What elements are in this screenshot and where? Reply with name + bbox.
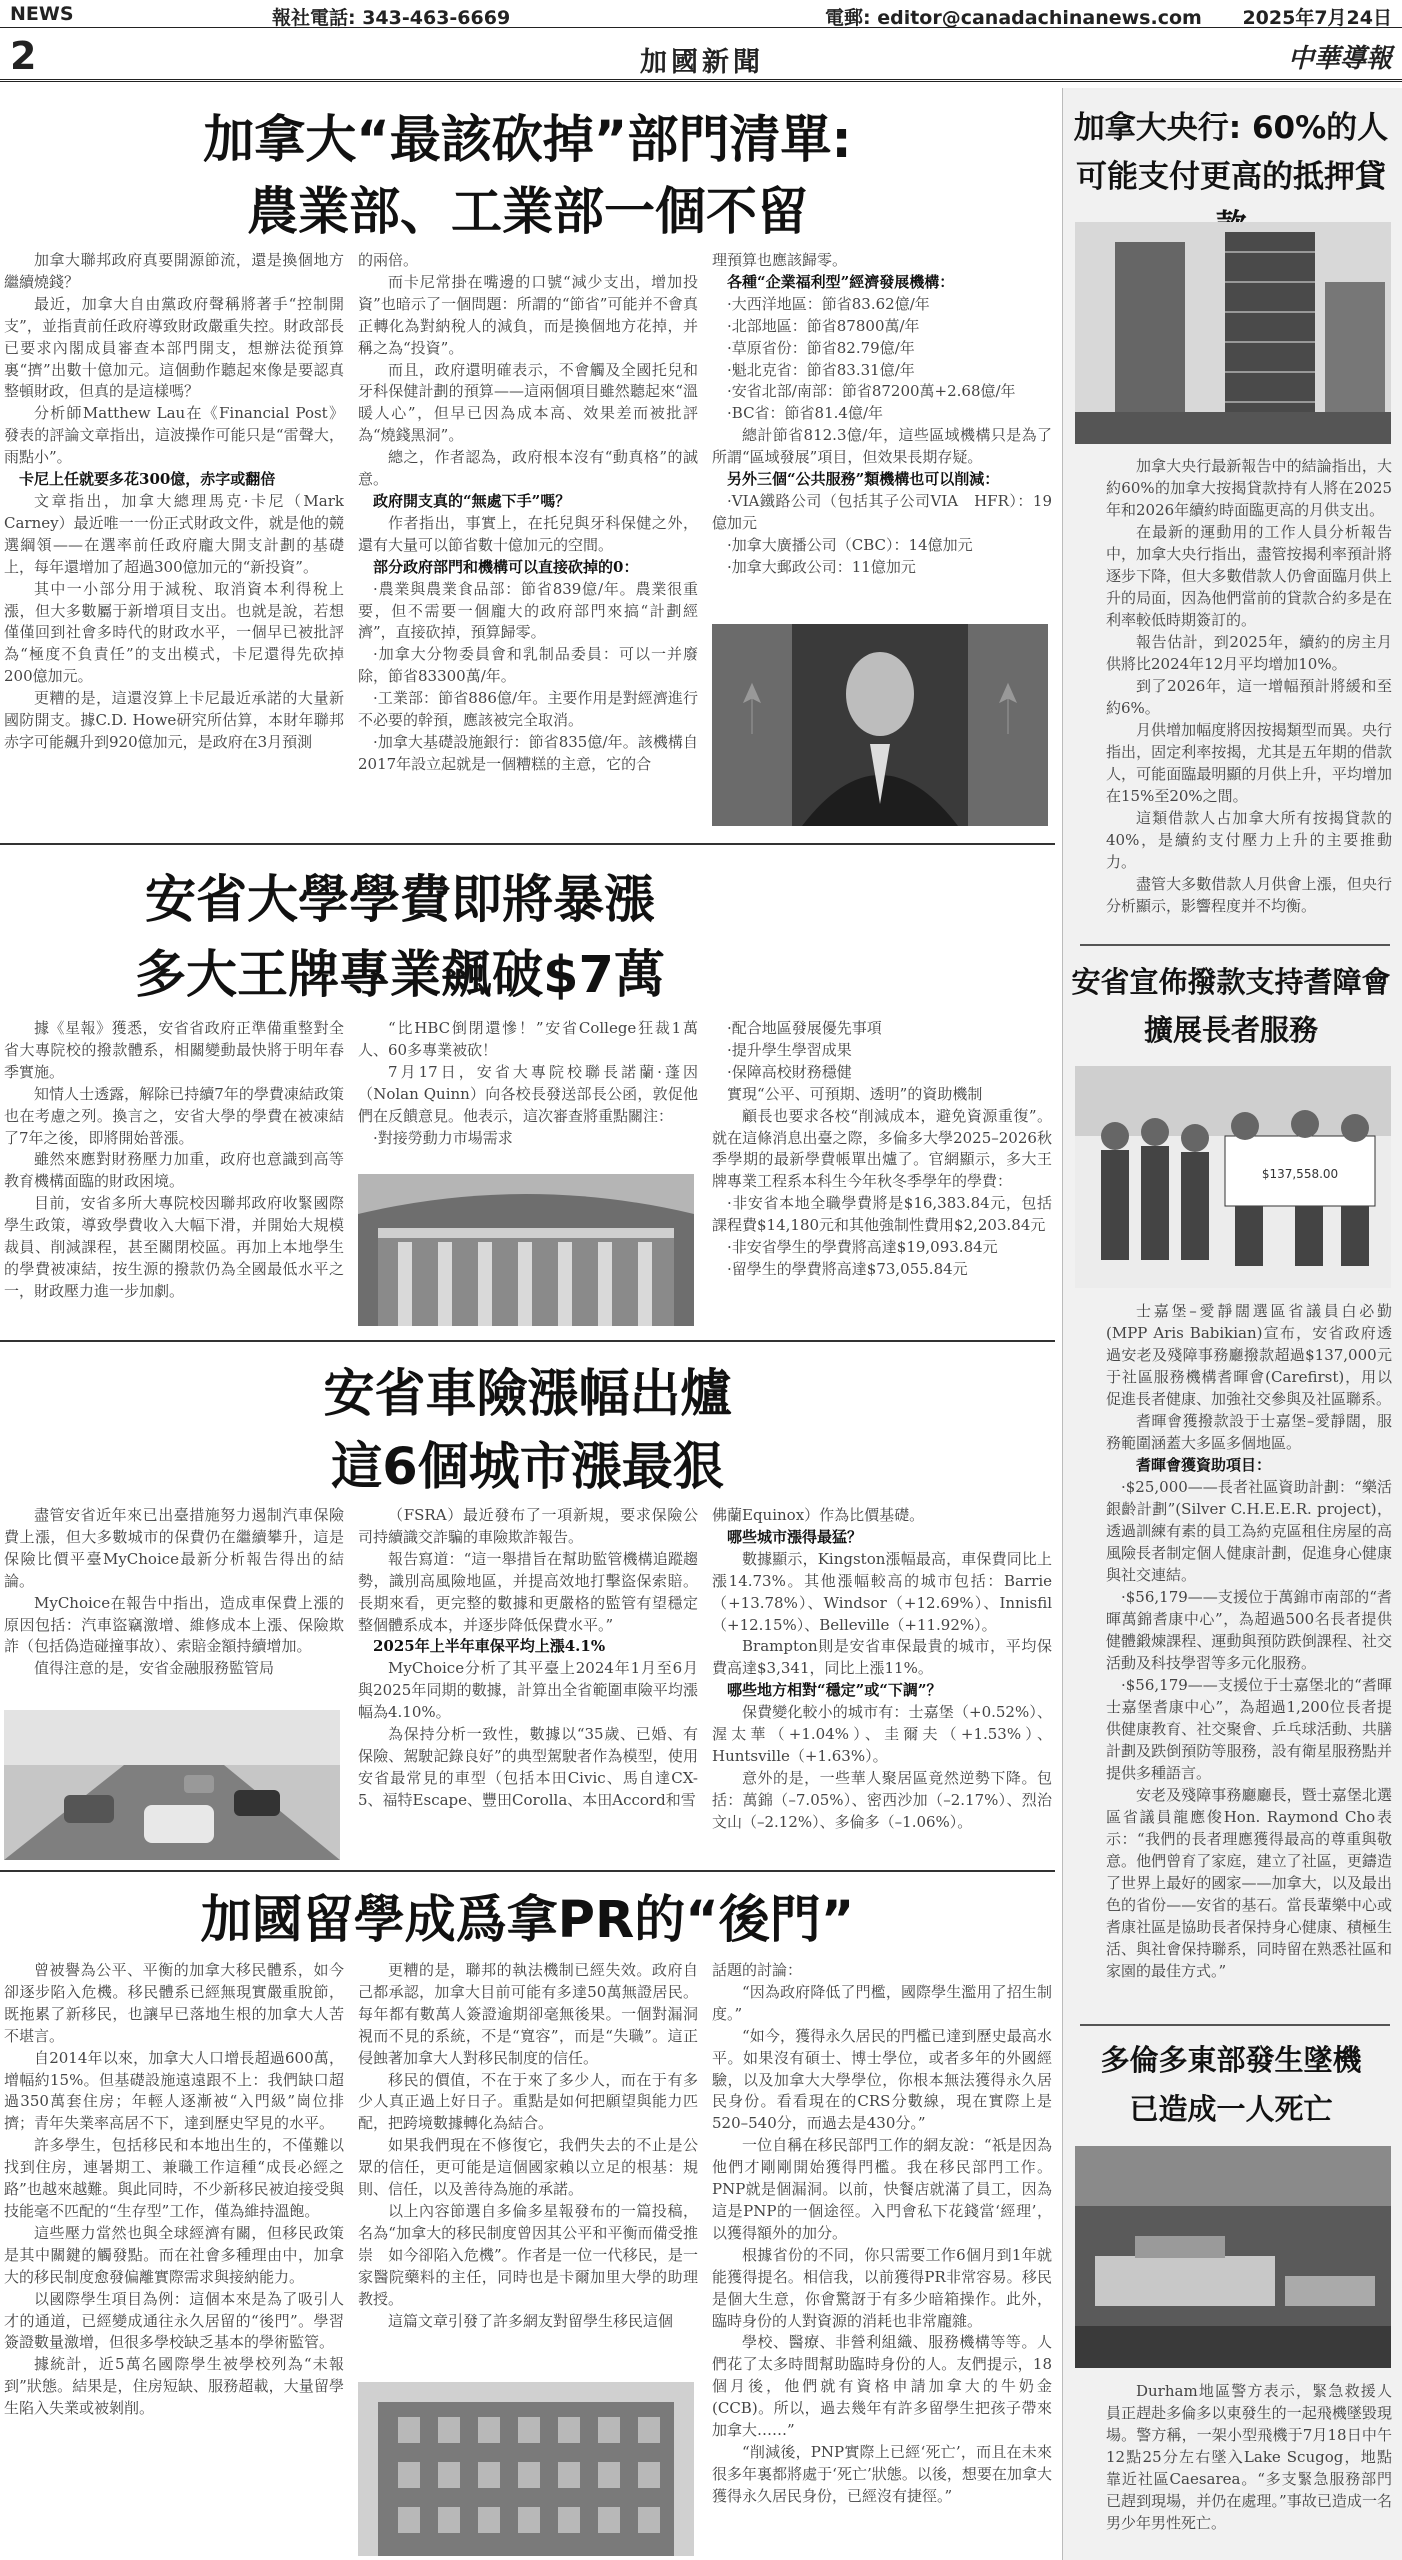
side2-headline-2: 擴展長者服務 <box>1143 1013 1318 1047</box>
paragraph: 盡管大多數借款人月供會上漲，但央行分析顯示，影響程度并不均衡。 <box>1106 875 1392 915</box>
paragraph: 以國際學生項目為例：這個本來是為了吸引人才的通道，已經變成通往永久居留的“後門”。學習簽證數量激增，但很多學校缺乏基本的學術監管。 <box>4 2289 344 2352</box>
side3-headline-1: 多倫多東部發生墜機 <box>1100 2043 1362 2077</box>
paragraph: 根據省份的不同，你只需要工作6個月到1年就能獲得提名。相信我，以前獲得PR非常容易。移民是個大生意，你會驚訝于有多少暗箱操作。此外，臨時身份的人對資源的消耗也非常龐雜。 <box>712 2245 1052 2330</box>
paragraph: 目前，安省多所大專院校因聯邦政府收緊國際學生政策，導致學費收入大幅下滑，并開始大規模裁員、削減課程，甚至關閉校區。再加上本地學生的學費被凍結，按生源的撥款仍為全國最低水平之一，財政壓力進一步加劇。 <box>4 1194 344 1300</box>
article1-col1 <box>4 250 344 835</box>
paragraph: 值得注意的是，安省金融服務監管局 <box>34 1659 275 1678</box>
paragraph: 其中一小部分用于減稅、取消資本利得稅上漲，但大多數屬于新增項目支出。也就是說，若想僅僅回到社會多時代的財政水平，一個早已被批評為“極度不負責任”的支出模式，卡尼還得先砍掉200億加元。 <box>4 579 344 686</box>
news-label: NEWS <box>10 3 74 25</box>
paragraph: Durham地區警方表示，緊急救援人員正趕赴多倫多以東發生的一起飛機墜毀現場。警方稱，一架小型飛機于7月18日中午12點25分左右墜入Lake Scugog，地點靠近社區Caesarea。“多支緊急服務部門已趕到現場，并仍在處理。”事故已造成一名男少年男性死亡。 <box>1106 2382 1392 2532</box>
cheque-presentation-photo <box>1075 1066 1391 1288</box>
paragraph: 最近，加拿大自由黨政府聲稱將著手“控制開支”，並指責前任政府導致財政嚴重失控。財政部長已要求內閣成員審查本部門開支，想辦法從預算裏“擠”出數十億加元。這個動作聽起來像是要認真整頓財政，但真的是這樣嗎？ <box>4 294 344 401</box>
paragraph: 自2014年以來，加拿大人口增長超過600萬，增幅約15%。但基礎設施遠遠跟不上：我們缺口超過350萬套住房；年輕人逐漸被“入門級”崗位排擠；青年失業率高居不下，達到歷史罕見的水平。 <box>4 2048 344 2133</box>
list-item: ·$56,179——支援位于士嘉堡北的“耆暉士嘉堡耆康中心”，為超過1,200位長者提供健康教育、社交聚會、乒乓球活動、共膳計劃及跌倒預防等服務，設有衛星服務點并提供多種語言。 <box>1106 1676 1392 1782</box>
condo-tower-photo <box>1075 222 1391 444</box>
paragraph: 盡管安省近年來已出臺措施努力遏制汽車保險費上漲，但大多數城市的保費仍在繼續攀升，這是保險比價平臺MyChoice最新分析報告得出的結論。 <box>4 1506 344 1590</box>
paragraph: 如果我們現在不修復它，我們失去的不止是公眾的信任，更可能是這個國家賴以立足的根基：規則、信任，以及善待為施的承諾。 <box>358 2136 698 2199</box>
paragraph: （FSRA）最近發布了一項新規，要求保險公司持續識交詐騙的車險欺詐報告。 <box>358 1506 698 1546</box>
paragraph: 以上內容節選自多倫多星報發布的一篇投稿，名為“加拿大的移民制度曾因其公平和平衡而備受推崇 如今卻陷入危機”。作者是一位一代移民，是一家醫院藥料的主任，同時也是卡爾加里大學的助理教授。 <box>358 2201 698 2308</box>
ircc-building-photo <box>358 2382 694 2556</box>
paragraph: 知情人士透露，解除已持續7年的學費凍結政策也在考慮之列。換言之，安省大學的學費在被凍結了7年之後，即將開始普漲。 <box>4 1084 344 1147</box>
paragraph: 理預算也應該歸零。 <box>712 251 848 269</box>
paragraph: 士嘉堡–愛靜闊選區省議員白必勤(MPP Aris Babikian)宣布，安省政府透過安老及殘障事務廳撥款超過$137,000元于社區服務機構耆暉會(Carefirst)，用以促進長者健康、加強社交參與及社區聯系。 <box>1106 1302 1392 1408</box>
article2-headline-1: 安省大學學費即將暴漲 <box>144 871 655 930</box>
university-photo <box>358 1174 694 1326</box>
paragraph: 雖然來應對財務壓力加重，政府也意識到高等教育機構面臨的財政困境。 <box>4 1150 344 1191</box>
newspaper-logo: 中華導報 <box>1287 44 1392 74</box>
paragraph: 許多學生，包括移民和本地出生的，不僅難以找到住房，連暑期工、兼職工作這種“成長必經之路”也越來越難。與此同時，不少新移民被迫接受與技能毫不匹配的“生存型”工作，僅為維持溫飽。 <box>4 2136 344 2220</box>
subheading: 哪些地方相對“穩定”或“下調”？ <box>727 1681 942 1700</box>
list-item: ·配合地區發展優先事項 <box>727 1019 882 1037</box>
article2-headline-2: 多大王牌專業飆破$7萬 <box>135 946 665 1005</box>
side2-body <box>1106 1300 1392 2060</box>
masthead <box>0 30 1402 82</box>
subheading: 另外三個“公共服務”類機構也可以削減： <box>727 470 1000 489</box>
article4-headline: 加國留學成爲拿PR的“後門” <box>200 1891 855 1950</box>
paragraph: 分析師Matthew Lau在《Financial Post》發表的評論文章指出，這波操作可能只是“雷聲大，雨點小”。 <box>4 404 344 467</box>
side1-headline-2: 可能支付更高的抵押貸 <box>1076 159 1386 195</box>
list-item: ·對接勞動力市場需求 <box>373 1128 513 1147</box>
phone-text: 報社電話: 343-463-6669 <box>272 7 511 29</box>
article1-headline-1: 加拿大“最該砍掉”部門清單: <box>203 111 852 170</box>
page-number: 2 <box>10 34 37 78</box>
paragraph: 更糟的是，這還沒算上卡尼最近承諾的大量新國防開支。據C.D. Howe研究所估算，本財年聯邦赤字可能飆升到920億加元，是政府在3月預測 <box>4 689 344 751</box>
paragraph: 而且，政府還明確表示，不會觸及全國托兒和牙科保健計劃的預算——這兩個項目雖然聽起來“溫暖人心”，但早已因為成本高、效果差而被批評為“燒錢黑洞”。 <box>358 360 698 445</box>
paragraph: 據統計，近5萬名國際學生被學校列為“未報到”狀態。結果是，住房短缺、服務超載，大量留學生陷入失業或被剝削。 <box>4 2355 344 2418</box>
paragraph: 加拿大央行最新報告中的結論指出，大約60%的加拿大按揭貸款持有人將在2025年和2026年續約時面臨更高的月供支出。 <box>1106 457 1392 519</box>
paragraph: 總計節省812.3億/年，這些區域機構只是為了所謂“區域發展”項目，但效果長期存疑。 <box>712 426 1052 467</box>
list-item: ·農業與農業食品部：節省839億/年。農業很重要，但不需要一個龐大的政府部門來搞“計劃經濟”，直接砍掉，預算歸零。 <box>358 579 698 642</box>
side3-body <box>1106 2380 1392 2555</box>
article3-col2 <box>358 1505 698 1865</box>
paragraph: 總之，作者認為，政府根本沒有“動真格”的誠意。 <box>358 448 698 489</box>
list-item: ·草原省份：節省82.79億/年 <box>727 338 915 357</box>
paragraph: “比HBC倒閉還慘！”安省College狂裁1萬人、60多專業被砍！ <box>358 1019 698 1059</box>
paragraph: 的兩倍。 <box>358 251 419 269</box>
subheading: 卡尼上任就要多花300億，赤字或翻倍 <box>19 470 276 489</box>
paragraph: 保費變化較小的城市有：士嘉堡（+0.52%）、渥太華（+1.04%）、圭爾夫（+1.53%）、Huntsville（+1.63%）。 <box>712 1703 1052 1765</box>
list-item: ·安省北部/南部：節省87200萬+2.68億/年 <box>727 382 1016 401</box>
article3-headline-2: 這6個城市漲最狠 <box>331 1438 724 1497</box>
list-item: ·$56,179——支援位于萬錦市南部的“耆暉萬錦耆康中心”，為超過500名長者提供健體鍛煉課程、運動與預防跌倒課程、社交活動及科技學習等多元化服務。 <box>1106 1588 1392 1672</box>
paragraph: 7月17日，安省大專院校聯長諾蘭·蓬因（Nolan Quinn）向各校長發送部長公函，敦促他們在反饋意見。他表示，這次審查將重點關注： <box>358 1062 698 1125</box>
side1-headline-1: 加拿大央行: 60%的人 <box>1073 110 1389 146</box>
article4-col1 <box>4 1960 344 2558</box>
subheading: 各種“企業福利型”經濟發展機構： <box>727 272 955 291</box>
divider <box>1080 2024 1390 2026</box>
subheading: 政府開支真的“無處下手”嗎？ <box>373 491 571 510</box>
paragraph: Brampton則是安省車保最貴的城市，平均保費高達$3,341，同比上漲11%。 <box>712 1637 1052 1678</box>
list-item: ·加拿大基礎設施銀行：節省835億/年。該機構自2017年設立起就是一個糟糕的主意，它的合 <box>358 732 698 773</box>
paragraph: 文章指出，加拿大總理馬克·卡尼（Mark Carney）最近唯一一份正式財政文件，就是他的競選綱領——在選率前任政府龐大開支計劃的基礎上，每年還增加了超過300億加元的“新投資”。 <box>4 491 344 576</box>
paragraph: 安老及殘障事務廳廳長，暨士嘉堡北選區省議員龍應俊Hon. Raymond Cho表示：“我們的長者理應獲得最高的尊重與敬意。他們曾育了家庭，建立了社區，更鑄造了世界上最好的國家——加拿大，以及最出色的省份——安省的基石。當長輩樂中心或耆康社區是協助長者保持身心健康、積極生活、與社會保持聯系，同時留在熟悉社區和家園的最佳方式。” <box>1106 1786 1392 1980</box>
paragraph: 在最新的運動用的工作人員分析報告中，加拿大央行指出，盡管按揭利率預計將逐步下降，但大多數借款人仍會面臨月供上升的局面，因為他們當前的貸款合約多是在利率較低時期簽訂的。 <box>1106 523 1392 629</box>
article2-col1 <box>4 1018 344 1333</box>
list-item: ·加拿大廣播公司（CBC）：14億加元 <box>727 535 973 554</box>
paragraph: 更糟的是，聯邦的執法機制已經失效。政府自己都承認，加拿大目前可能有多達50萬無證居民。每年都有數萬人簽證逾期卻毫無後果。一個對漏洞視而不見的系統，不是“寬容”，而是“失職”。這正侵蝕著加拿大人對移民制度的信任。 <box>358 1961 698 2067</box>
paragraph: 佛蘭Equinox）作為比價基礎。 <box>712 1506 925 1524</box>
side1-body <box>1106 455 1392 935</box>
paragraph: “如今，獲得永久居民的門檻已達到歷史最高水平。如果沒有碩士、博士學位，或者多年的外國經驗，以及加拿大大學學位，你根本無法獲得永久居民身份。看看現在的CRS分數線，現在實際上是520–540分，而過去是430分。” <box>712 2026 1052 2133</box>
divider <box>1080 944 1390 946</box>
paragraph: MyChoice在報告中指出，造成車保費上漲的原因包括：汽車盜竊激增、維修成本上漲、保險欺詐（包括偽造碰撞事故）、索賠金額持續增加。 <box>4 1593 344 1656</box>
paragraph: 月供增加幅度將因按揭類型而異。央行指出，固定利率按揭，尤其是五年期的借款人，可能面臨最明顯的月供上升，平均增加在15%至20%之間。 <box>1106 721 1392 805</box>
paragraph: 這篇文章引發了許多網友對留學生移民這個 <box>388 2311 674 2330</box>
paragraph: 據《星報》獲悉，安省省政府正準備重整對全省大專院校的撥款體系，相關變動最快將于明年春季實施。 <box>4 1019 344 1081</box>
divider <box>0 1340 1055 1342</box>
paragraph: 這些壓力當然也與全球經濟有關，但移民政策是其中關鍵的觸發點。而在社會多種理由中，加拿大的移民制度愈發偏離實際需求與接納能力。 <box>4 2223 344 2286</box>
paragraph: 報告估計，到2025年，續約的房主月供將比2024年12月平均增加10%。 <box>1106 633 1392 673</box>
list-item: ·VIA鐵路公司（包括其子公司VIA HFR）：19億加元 <box>712 491 1052 532</box>
paragraph: 為保持分析一致性，數據以“35歲、已婚、有保險、駕駛記錄良好”的典型駕駛者作為模型，使用安省最常見的車型（包括本田Civic、馬自達CX-5、福特Escape、豐田Corolla、本田Accord和雪 <box>358 1725 698 1809</box>
paragraph: 一位自稱在移民部門工作的網友說：“祇是因為他們才剛剛開始獲得門檻。我在移民部門工作。PNP就是個漏洞。以前，快餐店就滿了員工，因為這是PNP的一個途徑。入門會私下花錢當‘經理’，以獲得額外的加分。 <box>712 2136 1052 2242</box>
paragraph: 顧長也要求各校“削減成本，避免資源重復”。就在這條消息出臺之際，多倫多大學2025–2026秋季學期的最新學費帳單出爐了。官網顯示，多大王牌專業工程系本科生今年秋冬季學年的學費： <box>712 1106 1052 1191</box>
paragraph: 數據顯示，Kingston漲幅最高，車保費同比上漲14.73%。其他漲幅較高的城市包括：Barrie（+13.78%）、Windsor（+12.69%）、Innisfil（+12.15%）、Belleville（+11.92%）。 <box>712 1549 1052 1634</box>
subheading: 哪些城市漲得最猛？ <box>727 1527 863 1546</box>
carney-photo <box>712 624 1048 826</box>
list-item: ·北部地區：節省87800萬/年 <box>727 316 920 335</box>
divider <box>0 843 1055 845</box>
list-item: ·魁北克省：節省83.31億/年 <box>727 360 915 379</box>
list-item: ·加拿大郵政公司：11億加元 <box>727 557 916 576</box>
subheading: 2025年上半年車保平均上漲4.1% <box>373 1637 606 1656</box>
list-item: ·保障高校財務穩健 <box>727 1062 852 1081</box>
list-item: ·大西洋地區：節省83.62億/年 <box>727 294 930 313</box>
list-item: ·$25,000——長者社區資助計劃：“樂活銀齡計劃”(Silver C.H.E.E.R. project)，透過訓練有素的員工為約克區租住房屋的高風險長者制定個人健康計劃，促進身心健康與社交連結。 <box>1106 1478 1392 1584</box>
svg-text:$137,558.00: $137,558.00 <box>1261 1167 1339 1181</box>
list-item: ·非安省本地全職學費將是$16,383.84元，包括課程費$14,180元和其他強制性費用$2,203.84元 <box>712 1194 1052 1235</box>
article1-headline-2: 農業部、工業部一個不留 <box>246 183 808 242</box>
list-item: ·提升學生學習成果 <box>727 1040 852 1059</box>
article2-col3 <box>712 1018 1052 1333</box>
paragraph: 話題的討論： <box>712 1961 803 1979</box>
paragraph: 學校、醫療、非營利組織、服務機構等等。人們花了太多時間幫助臨時身份的人。友們提示，18個月後，他們就有資格申請加拿大的牛奶金(CCB)。所以，過去幾年有許多留學生把孩子帶來加拿大……” <box>712 2333 1052 2440</box>
paragraph: 這類借款人占加拿大所有按揭貸款的40%，是續約支付壓力上升的主要推動力。 <box>1106 809 1392 871</box>
article4-col2 <box>358 1960 698 2378</box>
paragraph: 意外的是，一些華人聚居區竟然逆勢下降。包括：萬錦（–7.05%）、密西沙加（–2.17%）、烈治文山（–2.12%）、多倫多（–1.06%）。 <box>712 1768 1052 1831</box>
plane-crash-photo <box>1075 2146 1391 2368</box>
paragraph: 移民的價值，不在于來了多少人，而在于有多少人真正過上好日子。重點是如何把願望與能力匹配，把跨境數據轉化為結合。 <box>358 2070 698 2133</box>
date-text: 2025年7月24日 <box>1242 7 1392 29</box>
article1-col3 <box>712 250 1052 620</box>
paragraph: 作者指出，事實上，在托兒與牙科保健之外，還有大量可以節省數十億加元的空間。 <box>358 513 698 554</box>
article3-headline-1: 安省車險漲幅出爐 <box>323 1365 732 1424</box>
list-item: ·非安省學生的學費將高達$19,093.84元 <box>727 1238 998 1257</box>
list-item: ·工業部：節省886億/年。主要作用是對經濟進行不必要的幹預，應該被完全取消。 <box>358 689 698 730</box>
divider <box>0 1870 1055 1872</box>
paragraph: 報告寫道：“這一舉措旨在幫助監管機構追蹤趨勢，識別高風險地區，并提高效地打擊盜保索賠。長期來看，更完整的數據和更嚴格的監管有望穩定整個體系成本，并逐步降低保費水平。” <box>358 1549 698 1634</box>
paragraph: 加拿大聯邦政府真要開源節流，還是換個地方繼續燒錢？ <box>4 251 344 291</box>
side3-headline-2: 已造成一人死亡 <box>1129 2092 1333 2126</box>
list-item: ·留學生的學費將高達$73,055.84元 <box>727 1259 968 1278</box>
email-text: 電郵: editor@canadachinanews.com <box>825 7 1202 29</box>
list-item: 實現“公平、可預期、透明”的資助機制 <box>727 1084 983 1103</box>
list-item: ·加拿大分物委員會和乳制品委員：可以一并廢除，節省83300萬/年。 <box>358 645 698 686</box>
side2-headline-1: 安省宣佈撥款支持耆障會 <box>1071 965 1391 999</box>
subheading: 耆暉會獲資助項目： <box>1136 1456 1272 1474</box>
article4-col3 <box>712 1960 1052 2558</box>
top-bar <box>0 0 1402 28</box>
paragraph: “因為政府降低了門檻，國際學生濫用了招生制度。” <box>712 1982 1052 2023</box>
subheading: 部分政府部門和機構可以直接砍掉的0： <box>373 557 639 576</box>
article3-col1 <box>4 1505 344 1705</box>
article2-col2 <box>358 1018 698 1170</box>
article3-col3 <box>712 1505 1052 1865</box>
traffic-photo <box>4 1710 340 1860</box>
paragraph: MyChoice分析了其平臺上2024年1月至6月與2025年同期的數據，計算出全省範圍車險平均漲幅為4.10%。 <box>358 1659 698 1722</box>
paragraph: 曾被譽為公平、平衡的加拿大移民體系，如今卻逐步陷入危機。移民體系已經無現實嚴重脫節，既拖累了新移民，也讓早已落地生根的加拿大人苦不堪言。 <box>4 1961 344 2045</box>
list-item: ·BC省：節省81.4億/年 <box>727 404 883 423</box>
paragraph: 而卡尼常掛在嘴邊的口號“減少支出，增加投資”也暗示了一個問題：所謂的“節省”可能并不會真正轉化為對納稅人的減負，而是換個地方花掉，并稱之為“投資”。 <box>358 272 698 357</box>
paragraph: “削減後，PNP實際上已經‘死亡’，而且在未來很多年裏都將處于‘死亡’狀態。以後，想要在加拿大獲得永久居民身份，已經沒有捷徑。” <box>712 2442 1052 2505</box>
section-title: 加國新聞 <box>640 47 764 78</box>
paragraph: 耆暉會獲撥款設于士嘉堡–愛靜闊，服務範圍涵蓋大多區多個地區。 <box>1106 1412 1392 1452</box>
article1-col2 <box>358 250 698 835</box>
paragraph: 到了2026年，這一增幅預計將緩和至約6%。 <box>1106 677 1392 717</box>
